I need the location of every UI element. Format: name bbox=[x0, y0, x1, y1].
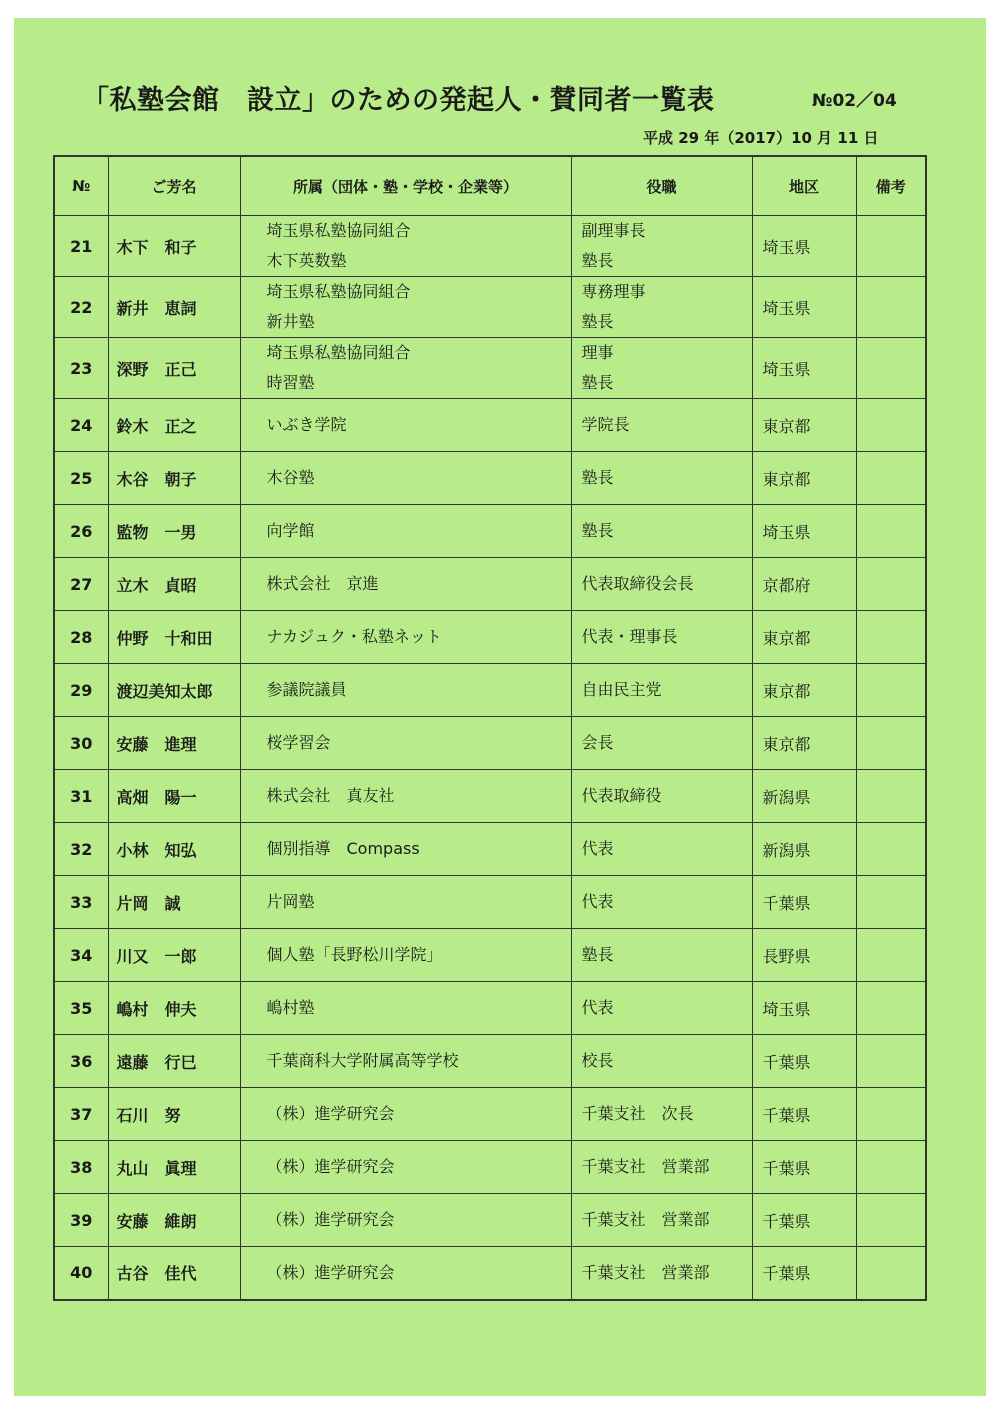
role-line: 塾長 bbox=[581, 251, 614, 270]
affiliation-line: 株式会社 京進 bbox=[266, 574, 379, 593]
role-cell bbox=[571, 1035, 752, 1088]
row-number: 30 bbox=[54, 717, 108, 770]
note-cell bbox=[856, 823, 926, 876]
table-row bbox=[54, 452, 926, 505]
person-name: 片岡 誠 bbox=[108, 876, 240, 929]
header-region: 地区 bbox=[752, 156, 856, 216]
region-cell: 京都府 bbox=[752, 558, 856, 611]
table-row bbox=[54, 717, 926, 770]
role-line: 塾長 bbox=[581, 521, 614, 540]
note-cell bbox=[856, 876, 926, 929]
affiliation-line: 嶋村塾 bbox=[266, 998, 315, 1017]
row-number: 25 bbox=[54, 452, 108, 505]
region-cell: 埼玉県 bbox=[752, 982, 856, 1035]
role-line: 会長 bbox=[581, 733, 614, 752]
region-cell: 埼玉県 bbox=[752, 338, 856, 399]
role-line: 塾長 bbox=[581, 468, 614, 487]
note-cell bbox=[856, 717, 926, 770]
region-cell: 新潟県 bbox=[752, 823, 856, 876]
role-cell bbox=[571, 1194, 752, 1247]
affiliation-line: （株）進学研究会 bbox=[266, 1210, 395, 1229]
role-line: 代表取締役会長 bbox=[581, 574, 694, 593]
role-cell bbox=[571, 558, 752, 611]
row-number: 21 bbox=[54, 216, 108, 277]
affiliation-line: 時習塾 bbox=[266, 373, 315, 392]
table-row bbox=[54, 929, 926, 982]
table-body bbox=[54, 216, 926, 1300]
region-cell: 東京都 bbox=[752, 399, 856, 452]
row-number: 24 bbox=[54, 399, 108, 452]
row-number: 29 bbox=[54, 664, 108, 717]
document-title: 「私塾会館 設立」のための発起人・賛同者一覧表 bbox=[82, 85, 715, 116]
role-line: 理事 bbox=[581, 343, 614, 362]
affiliation-line: 株式会社 真友社 bbox=[266, 786, 395, 805]
note-cell bbox=[856, 452, 926, 505]
role-cell bbox=[571, 452, 752, 505]
person-name: 新井 恵詞 bbox=[108, 277, 240, 338]
affiliation-cell bbox=[240, 277, 571, 338]
table-row bbox=[54, 982, 926, 1035]
header-affiliation: 所属（団体・塾・学校・企業等） bbox=[240, 156, 571, 216]
affiliation-cell bbox=[240, 770, 571, 823]
table-row bbox=[54, 1035, 926, 1088]
role-cell bbox=[571, 1088, 752, 1141]
role-cell bbox=[571, 982, 752, 1035]
note-cell bbox=[856, 1247, 926, 1300]
person-name: 安藤 維朗 bbox=[108, 1194, 240, 1247]
row-number: 37 bbox=[54, 1088, 108, 1141]
person-name: 立木 貞昭 bbox=[108, 558, 240, 611]
affiliation-line: 新井塾 bbox=[266, 312, 315, 331]
note-cell bbox=[856, 929, 926, 982]
role-cell bbox=[571, 929, 752, 982]
promoters-table bbox=[53, 155, 927, 1301]
table-row bbox=[54, 399, 926, 452]
table-row bbox=[54, 1088, 926, 1141]
region-cell: 千葉県 bbox=[752, 1194, 856, 1247]
table-row bbox=[54, 1141, 926, 1194]
note-cell bbox=[856, 1088, 926, 1141]
affiliation-cell bbox=[240, 452, 571, 505]
affiliation-cell bbox=[240, 929, 571, 982]
affiliation-line: 木谷塾 bbox=[266, 468, 315, 487]
person-name: 鈴木 正之 bbox=[108, 399, 240, 452]
table-row bbox=[54, 664, 926, 717]
table-row bbox=[54, 876, 926, 929]
region-cell: 東京都 bbox=[752, 717, 856, 770]
role-line: 千葉支社 次長 bbox=[581, 1104, 694, 1123]
note-cell bbox=[856, 1035, 926, 1088]
role-cell bbox=[571, 1141, 752, 1194]
region-cell: 千葉県 bbox=[752, 1141, 856, 1194]
note-cell bbox=[856, 558, 926, 611]
row-number: 32 bbox=[54, 823, 108, 876]
role-cell bbox=[571, 717, 752, 770]
role-line: 副理事長 bbox=[581, 221, 646, 240]
role-line: 専務理事 bbox=[581, 282, 646, 301]
person-name: 監物 一男 bbox=[108, 505, 240, 558]
header-no: № bbox=[54, 156, 108, 216]
table-row bbox=[54, 277, 926, 338]
row-number: 39 bbox=[54, 1194, 108, 1247]
header-note: 備考 bbox=[856, 156, 926, 216]
note-cell bbox=[856, 982, 926, 1035]
affiliation-cell bbox=[240, 1088, 571, 1141]
affiliation-cell bbox=[240, 717, 571, 770]
person-name: 遠藤 行巳 bbox=[108, 1035, 240, 1088]
role-line: 千葉支社 営業部 bbox=[581, 1210, 710, 1229]
person-name: 高畑 陽一 bbox=[108, 770, 240, 823]
document-date: 平成 29 年（2017）10 月 11 日 bbox=[643, 129, 879, 147]
role-cell bbox=[571, 277, 752, 338]
row-number: 34 bbox=[54, 929, 108, 982]
person-name: 木下 和子 bbox=[108, 216, 240, 277]
role-line: 代表・理事長 bbox=[581, 627, 678, 646]
affiliation-cell bbox=[240, 1035, 571, 1088]
table-row bbox=[54, 338, 926, 399]
note-cell bbox=[856, 277, 926, 338]
row-number: 28 bbox=[54, 611, 108, 664]
region-cell: 長野県 bbox=[752, 929, 856, 982]
affiliation-cell bbox=[240, 611, 571, 664]
region-cell: 千葉県 bbox=[752, 876, 856, 929]
affiliation-cell bbox=[240, 823, 571, 876]
region-cell: 千葉県 bbox=[752, 1035, 856, 1088]
person-name: 小林 知弘 bbox=[108, 823, 240, 876]
person-name: 古谷 佳代 bbox=[108, 1247, 240, 1300]
region-cell: 埼玉県 bbox=[752, 277, 856, 338]
table-row bbox=[54, 558, 926, 611]
role-line: 塾長 bbox=[581, 373, 614, 392]
role-cell bbox=[571, 399, 752, 452]
affiliation-cell bbox=[240, 876, 571, 929]
note-cell bbox=[856, 399, 926, 452]
role-cell bbox=[571, 664, 752, 717]
affiliation-cell bbox=[240, 1141, 571, 1194]
row-number: 22 bbox=[54, 277, 108, 338]
affiliation-cell bbox=[240, 558, 571, 611]
role-line: 代表 bbox=[581, 892, 614, 911]
role-cell bbox=[571, 611, 752, 664]
person-name: 嶋村 伸夫 bbox=[108, 982, 240, 1035]
note-cell bbox=[856, 216, 926, 277]
affiliation-line: いぶき学院 bbox=[266, 415, 347, 434]
role-cell bbox=[571, 216, 752, 277]
role-cell bbox=[571, 505, 752, 558]
region-cell: 東京都 bbox=[752, 611, 856, 664]
person-name: 丸山 眞理 bbox=[108, 1141, 240, 1194]
region-cell: 東京都 bbox=[752, 664, 856, 717]
region-cell: 埼玉県 bbox=[752, 216, 856, 277]
affiliation-line: 向学館 bbox=[266, 521, 315, 540]
affiliation-line: （株）進学研究会 bbox=[266, 1104, 395, 1123]
affiliation-cell bbox=[240, 399, 571, 452]
row-number: 33 bbox=[54, 876, 108, 929]
row-number: 26 bbox=[54, 505, 108, 558]
note-cell bbox=[856, 505, 926, 558]
role-cell bbox=[571, 876, 752, 929]
region-cell: 東京都 bbox=[752, 452, 856, 505]
affiliation-line: 埼玉県私塾協同組合 bbox=[266, 221, 411, 240]
role-line: 千葉支社 営業部 bbox=[581, 1157, 710, 1176]
role-line: 学院長 bbox=[581, 415, 630, 434]
table-header-row bbox=[54, 156, 926, 216]
role-line: 代表 bbox=[581, 839, 614, 858]
table-row bbox=[54, 1247, 926, 1300]
affiliation-line: 木下英数塾 bbox=[266, 251, 347, 270]
note-cell bbox=[856, 338, 926, 399]
affiliation-cell bbox=[240, 982, 571, 1035]
note-cell bbox=[856, 664, 926, 717]
row-number: 38 bbox=[54, 1141, 108, 1194]
region-cell: 埼玉県 bbox=[752, 505, 856, 558]
table-row bbox=[54, 823, 926, 876]
affiliation-line: 埼玉県私塾協同組合 bbox=[266, 343, 411, 362]
row-number: 23 bbox=[54, 338, 108, 399]
person-name: 川又 一郎 bbox=[108, 929, 240, 982]
note-cell bbox=[856, 1194, 926, 1247]
affiliation-cell bbox=[240, 505, 571, 558]
person-name: 木谷 朝子 bbox=[108, 452, 240, 505]
note-cell bbox=[856, 1141, 926, 1194]
affiliation-cell bbox=[240, 1247, 571, 1300]
affiliation-line: 片岡塾 bbox=[266, 892, 315, 911]
affiliation-line: 桜学習会 bbox=[266, 733, 331, 752]
affiliation-line: 参議院議員 bbox=[266, 680, 347, 699]
region-cell: 千葉県 bbox=[752, 1247, 856, 1300]
role-line: 千葉支社 営業部 bbox=[581, 1262, 710, 1282]
row-number: 27 bbox=[54, 558, 108, 611]
affiliation-line: ナカジュク・私塾ネット bbox=[266, 627, 442, 646]
role-cell bbox=[571, 1247, 752, 1300]
table-row bbox=[54, 611, 926, 664]
role-line: 代表取締役 bbox=[581, 786, 662, 805]
affiliation-line: 埼玉県私塾協同組合 bbox=[266, 282, 411, 301]
affiliation-cell bbox=[240, 1194, 571, 1247]
role-line: 代表 bbox=[581, 998, 614, 1017]
table-row bbox=[54, 770, 926, 823]
affiliation-line: 個人塾「長野松川学院」 bbox=[266, 945, 443, 964]
note-cell bbox=[856, 770, 926, 823]
table-row bbox=[54, 505, 926, 558]
affiliation-line: 個別指導 Compass bbox=[266, 839, 420, 858]
person-name: 安藤 進理 bbox=[108, 717, 240, 770]
region-cell: 千葉県 bbox=[752, 1088, 856, 1141]
row-number: 35 bbox=[54, 982, 108, 1035]
role-line: 自由民主党 bbox=[581, 680, 662, 699]
note-cell bbox=[856, 611, 926, 664]
row-number: 36 bbox=[54, 1035, 108, 1088]
table-row bbox=[54, 1194, 926, 1247]
affiliation-cell bbox=[240, 216, 571, 277]
row-number: 40 bbox=[54, 1247, 108, 1300]
person-name: 渡辺美知太郎 bbox=[108, 664, 240, 717]
role-cell bbox=[571, 770, 752, 823]
page-number: №02／04 bbox=[812, 91, 897, 111]
person-name: 深野 正己 bbox=[108, 338, 240, 399]
affiliation-line: （株）進学研究会 bbox=[266, 1157, 395, 1176]
role-line: 塾長 bbox=[581, 945, 614, 964]
affiliation-cell bbox=[240, 338, 571, 399]
person-name: 石川 努 bbox=[108, 1088, 240, 1141]
affiliation-line: （株）進学研究会 bbox=[266, 1262, 395, 1282]
header-name: ご芳名 bbox=[108, 156, 240, 216]
header-role: 役職 bbox=[571, 156, 752, 216]
row-number: 31 bbox=[54, 770, 108, 823]
role-cell bbox=[571, 823, 752, 876]
table-row bbox=[54, 216, 926, 277]
person-name: 仲野 十和田 bbox=[108, 611, 240, 664]
region-cell: 新潟県 bbox=[752, 770, 856, 823]
affiliation-line: 千葉商科大学附属高等学校 bbox=[266, 1051, 459, 1070]
role-line: 校長 bbox=[581, 1051, 614, 1070]
role-cell bbox=[571, 338, 752, 399]
affiliation-cell bbox=[240, 664, 571, 717]
role-line: 塾長 bbox=[581, 312, 614, 331]
